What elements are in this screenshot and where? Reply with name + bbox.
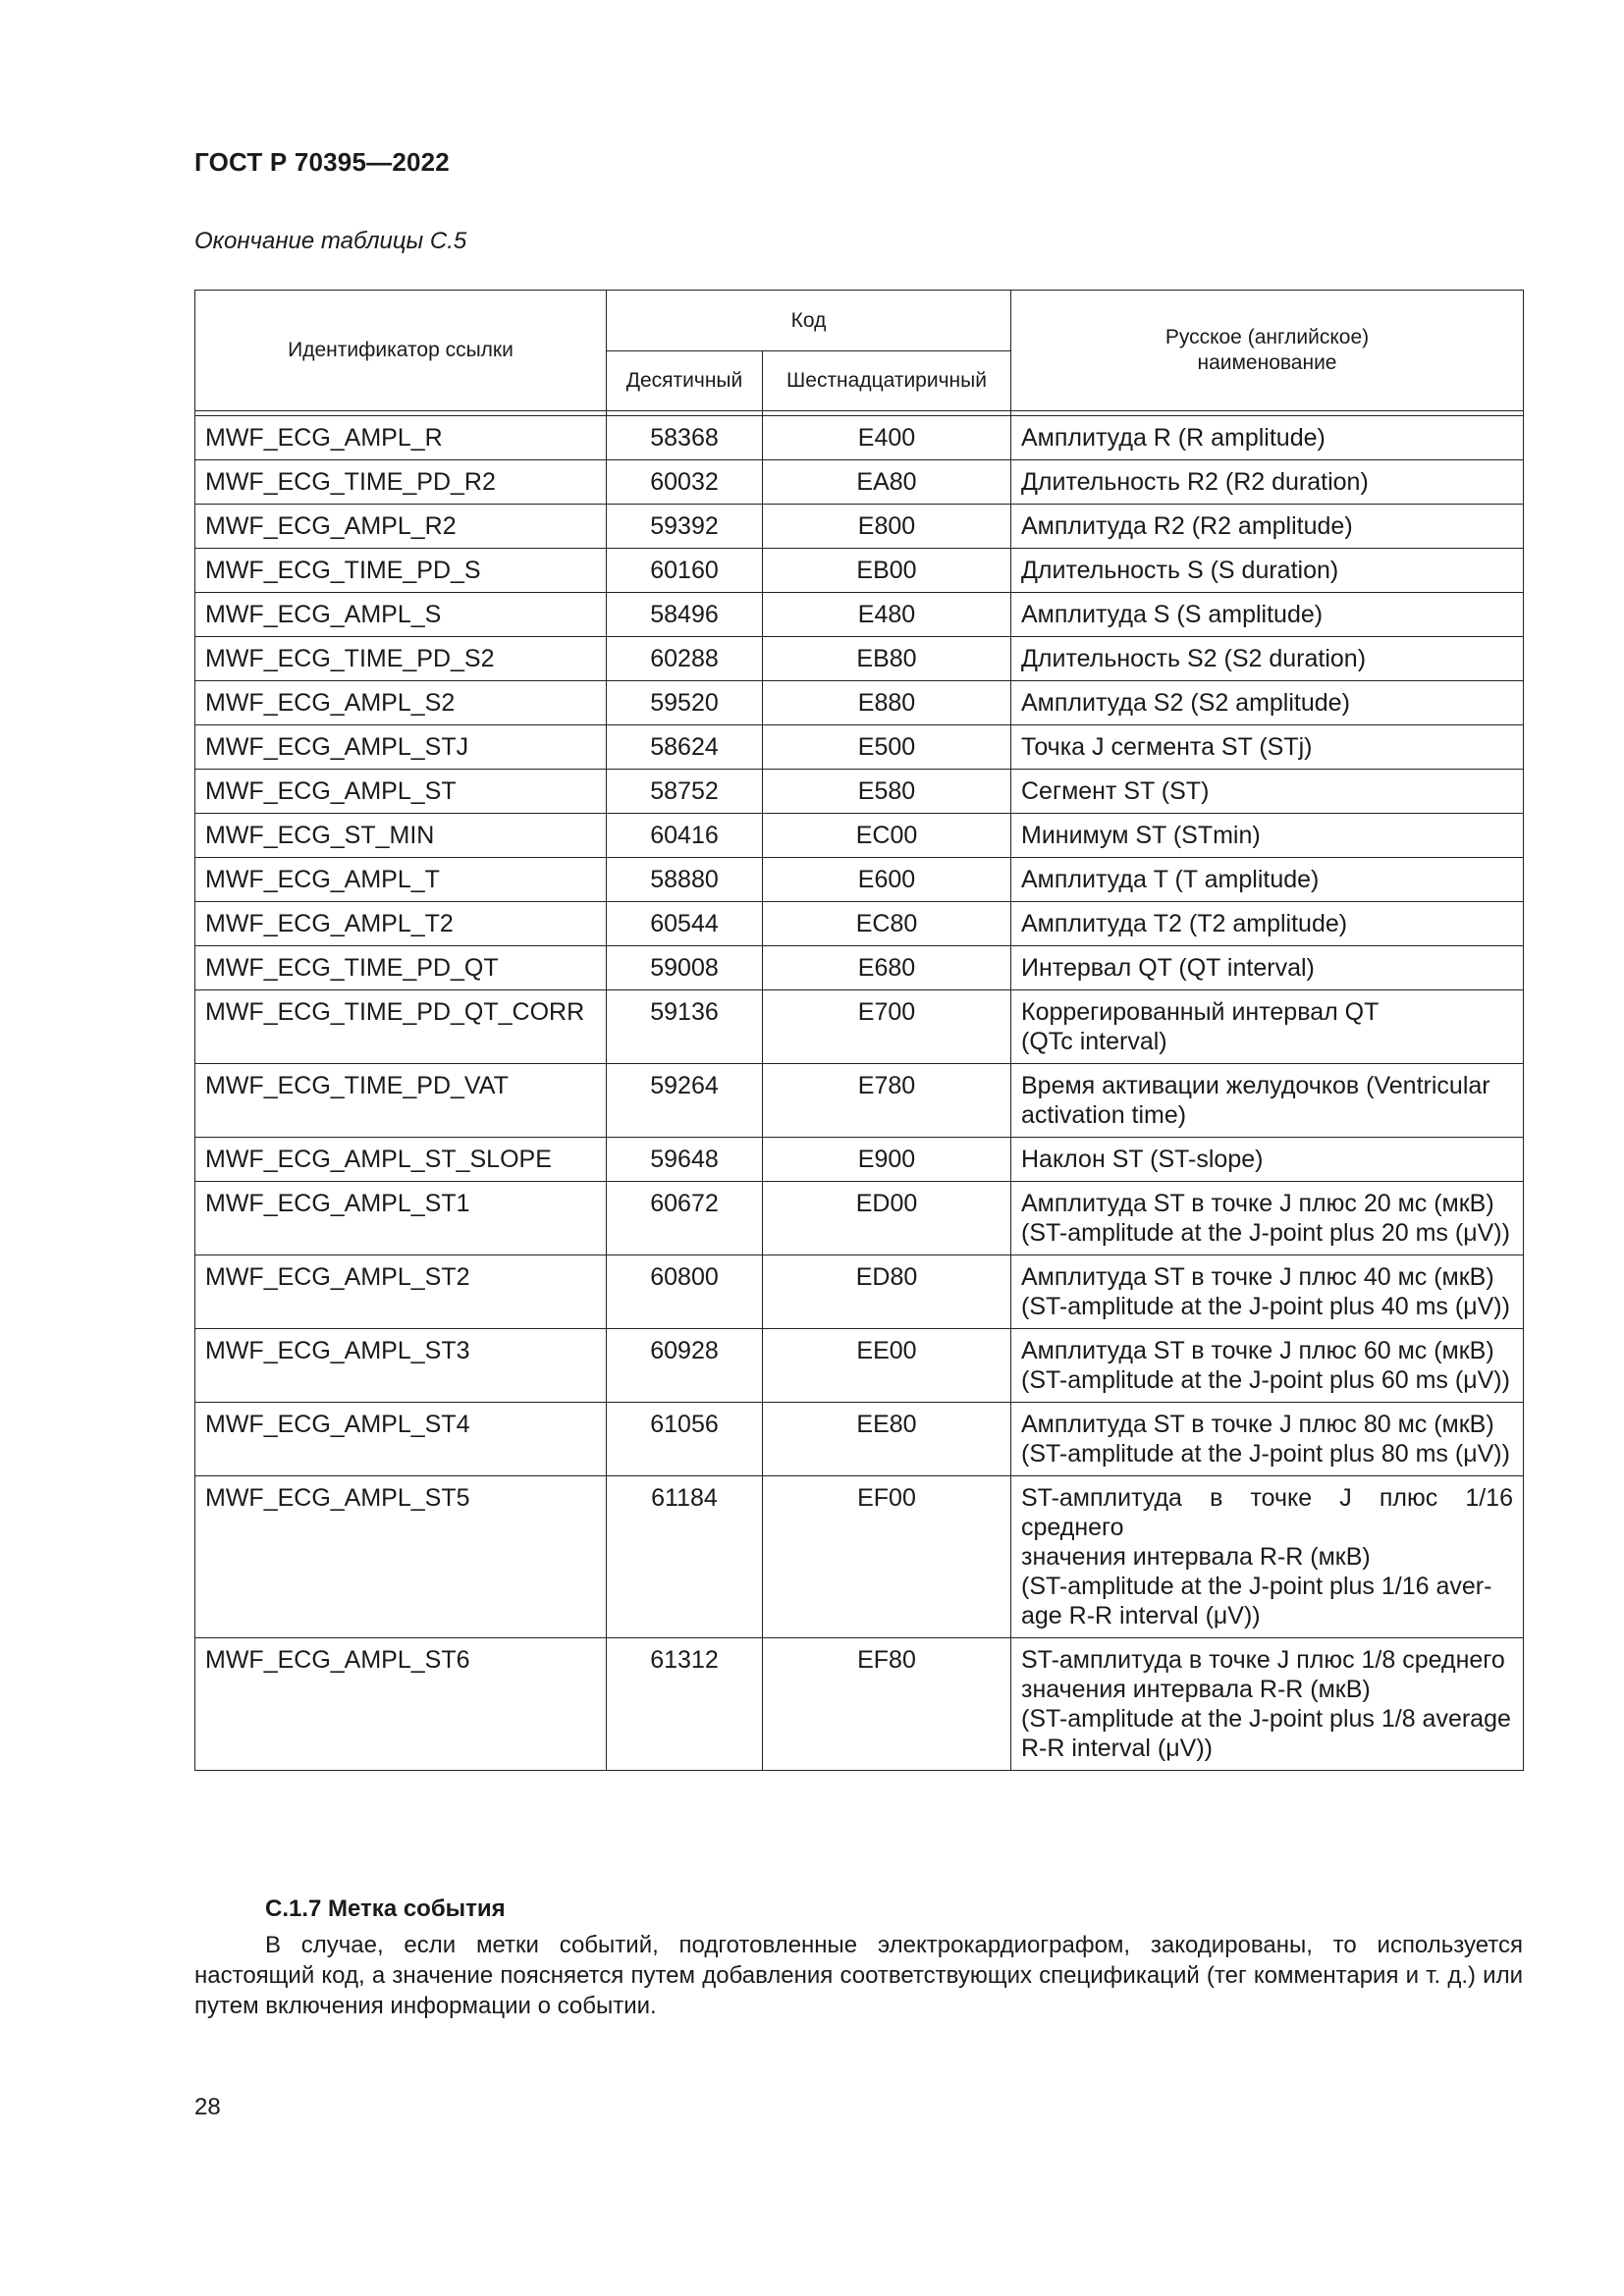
cell-name	[1011, 1255, 1524, 1329]
cell-name-line: (ST-amplitude at the J-point plus 20 ms (μV))	[1021, 1219, 1510, 1247]
cell-identifier: MWF_ECG_TIME_PD_QT	[195, 946, 607, 990]
cell-hex: E700	[763, 990, 1011, 1064]
cell-name-line: Интервал QT (QT interval)	[1021, 954, 1315, 982]
cell-name	[1011, 990, 1524, 1064]
cell-name-line: Длительность S2 (S2 duration)	[1021, 645, 1367, 672]
cell-hex: EE00	[763, 1329, 1011, 1403]
cell-identifier: MWF_ECG_AMPL_R	[195, 416, 607, 460]
cell-identifier: MWF_ECG_AMPL_R2	[195, 505, 607, 549]
cell-decimal: 59008	[607, 946, 763, 990]
cell-decimal: 58752	[607, 770, 763, 814]
cell-name-line: Амплитуда ST в точке J плюс 80 мс (мкВ)	[1021, 1411, 1494, 1438]
cell-name-line: значения интервала R-R (мкВ)	[1021, 1676, 1371, 1703]
cell-name	[1011, 681, 1524, 725]
cell-hex: EF00	[763, 1476, 1011, 1638]
table-row	[195, 593, 1524, 637]
table-row	[195, 1329, 1524, 1403]
cell-name-line: Длительность R2 (R2 duration)	[1021, 468, 1369, 496]
cell-identifier: MWF_ECG_TIME_PD_VAT	[195, 1064, 607, 1138]
page-number: 28	[194, 2094, 221, 2120]
cell-hex: EC80	[763, 902, 1011, 946]
cell-hex: E800	[763, 505, 1011, 549]
cell-decimal: 58624	[607, 725, 763, 770]
table-body	[195, 416, 1524, 1771]
cell-identifier: MWF_ECG_AMPL_STJ	[195, 725, 607, 770]
cell-hex: E600	[763, 858, 1011, 902]
table-row	[195, 990, 1524, 1064]
table-row	[195, 1476, 1524, 1638]
cell-name-line: Длительность S (S duration)	[1021, 557, 1339, 584]
cell-name-line: Амплитуда ST в точке J плюс 20 мс (мкВ)	[1021, 1190, 1494, 1217]
cell-name	[1011, 1138, 1524, 1182]
cell-decimal: 59136	[607, 990, 763, 1064]
cell-hex: E680	[763, 946, 1011, 990]
cell-hex: E780	[763, 1064, 1011, 1138]
cell-decimal: 60800	[607, 1255, 763, 1329]
cell-name	[1011, 770, 1524, 814]
cell-name-line: (ST-amplitude at the J-point plus 40 ms (μV))	[1021, 1293, 1510, 1320]
cell-decimal: 59648	[607, 1138, 763, 1182]
cell-hex: ED00	[763, 1182, 1011, 1255]
cell-decimal: 58368	[607, 416, 763, 460]
section-heading: С.1.7 Метка события	[265, 1896, 506, 1922]
table-row	[195, 416, 1524, 460]
cell-identifier: MWF_ECG_TIME_PD_R2	[195, 460, 607, 505]
cell-name-line: Амплитуда R2 (R2 amplitude)	[1021, 512, 1353, 540]
table-row	[195, 814, 1524, 858]
cell-identifier: MWF_ECG_AMPL_ST6	[195, 1638, 607, 1771]
cell-hex: EC00	[763, 814, 1011, 858]
cell-name-line: Амплитуда S (S amplitude)	[1021, 601, 1324, 628]
table-row	[195, 858, 1524, 902]
cell-name	[1011, 1329, 1524, 1403]
cell-decimal: 60288	[607, 637, 763, 681]
cell-hex: EB00	[763, 549, 1011, 593]
table-row	[195, 1064, 1524, 1138]
cell-decimal: 61184	[607, 1476, 763, 1638]
table-row	[195, 681, 1524, 725]
cell-decimal: 60032	[607, 460, 763, 505]
cell-name	[1011, 814, 1524, 858]
cell-name-line: Коррегированный интервал QT	[1021, 998, 1380, 1026]
cell-identifier: MWF_ECG_AMPL_ST5	[195, 1476, 607, 1638]
table-row	[195, 1255, 1524, 1329]
cell-name	[1011, 725, 1524, 770]
table-row	[195, 1403, 1524, 1476]
cell-name-line: Сегмент ST (ST)	[1021, 777, 1210, 805]
table-row	[195, 1138, 1524, 1182]
table-row	[195, 770, 1524, 814]
table-row	[195, 637, 1524, 681]
cell-identifier: MWF_ECG_TIME_PD_S2	[195, 637, 607, 681]
header-decimal: Десятичный	[607, 351, 763, 411]
table-row	[195, 1182, 1524, 1255]
cell-name-line: age R-R interval (μV))	[1021, 1602, 1261, 1629]
table-row	[195, 505, 1524, 549]
standard-title: ГОСТ Р 70395—2022	[194, 147, 450, 177]
cell-identifier: MWF_ECG_AMPL_ST1	[195, 1182, 607, 1255]
cell-name	[1011, 1638, 1524, 1771]
table-caption: Окончание таблицы С.5	[194, 228, 467, 254]
cell-name	[1011, 460, 1524, 505]
cell-name	[1011, 946, 1524, 990]
cell-decimal: 61312	[607, 1638, 763, 1771]
cell-identifier: MWF_ECG_AMPL_T	[195, 858, 607, 902]
cell-decimal: 60544	[607, 902, 763, 946]
cell-name-line: Амплитуда S2 (S2 amplitude)	[1021, 689, 1350, 717]
cell-name	[1011, 1064, 1524, 1138]
cell-decimal: 60160	[607, 549, 763, 593]
cell-identifier: MWF_ECG_AMPL_ST	[195, 770, 607, 814]
cell-hex: ED80	[763, 1255, 1011, 1329]
cell-decimal: 60416	[607, 814, 763, 858]
cell-decimal: 58496	[607, 593, 763, 637]
header-id: Идентификатор ссылки	[195, 291, 607, 411]
cell-identifier: MWF_ECG_AMPL_S2	[195, 681, 607, 725]
header-code: Код	[607, 291, 1011, 351]
cell-name	[1011, 902, 1524, 946]
cell-name-line: Амплитуда T (T amplitude)	[1021, 866, 1320, 893]
cell-hex: E480	[763, 593, 1011, 637]
cell-identifier: MWF_ECG_TIME_PD_S	[195, 549, 607, 593]
header-name: Русское (английское) наименование	[1011, 291, 1524, 411]
table-row	[195, 946, 1524, 990]
cell-name-line: Амплитуда ST в точке J плюс 40 мс (мкВ)	[1021, 1263, 1494, 1291]
cell-hex: E400	[763, 416, 1011, 460]
cell-name	[1011, 1182, 1524, 1255]
section-paragraph: В случае, если метки событий, подготовленные электрокардиографом, закодированы, то используется настоящий код, а значение поясняется путем добавления соответствующих спецификаций (тег комментария и т. д.) или путем включения информации о событии.	[194, 1932, 1523, 2019]
cell-name-line: (ST-amplitude at the J-point plus 1/8 average	[1021, 1705, 1511, 1733]
cell-decimal: 59520	[607, 681, 763, 725]
cell-decimal: 59264	[607, 1064, 763, 1138]
cell-name	[1011, 593, 1524, 637]
cell-name-line: Наклон ST (ST-slope)	[1021, 1146, 1264, 1173]
cell-decimal: 60672	[607, 1182, 763, 1255]
cell-hex: EF80	[763, 1638, 1011, 1771]
table-row	[195, 1638, 1524, 1771]
cell-hex: E900	[763, 1138, 1011, 1182]
cell-identifier: MWF_ECG_ST_MIN	[195, 814, 607, 858]
cell-identifier: MWF_ECG_AMPL_ST4	[195, 1403, 607, 1476]
cell-hex: EA80	[763, 460, 1011, 505]
cell-hex: E880	[763, 681, 1011, 725]
table-row	[195, 725, 1524, 770]
cell-identifier: MWF_ECG_AMPL_ST3	[195, 1329, 607, 1403]
cell-name	[1011, 416, 1524, 460]
cell-hex: EE80	[763, 1403, 1011, 1476]
table-row	[195, 902, 1524, 946]
cell-name-line: Точка J сегмента ST (STj)	[1021, 733, 1313, 761]
cell-name-line: Амплитуда ST в точке J плюс 60 мс (мкВ)	[1021, 1337, 1494, 1364]
header-hex: Шестнадцатиричный	[763, 351, 1011, 411]
codes-table	[194, 290, 1524, 1771]
cell-identifier: MWF_ECG_AMPL_T2	[195, 902, 607, 946]
cell-name-line: activation time)	[1021, 1101, 1187, 1129]
cell-name	[1011, 505, 1524, 549]
cell-name	[1011, 1403, 1524, 1476]
cell-name-line: ST-амплитуда в точке J плюс 1/16 среднего	[1021, 1484, 1513, 1541]
cell-decimal: 61056	[607, 1403, 763, 1476]
cell-name-line: значения интервала R-R (мкВ)	[1021, 1543, 1371, 1571]
cell-name-line: Минимум ST (STmin)	[1021, 822, 1261, 849]
cell-name	[1011, 549, 1524, 593]
cell-name-line: Амплитуда R (R amplitude)	[1021, 424, 1326, 452]
cell-identifier: MWF_ECG_AMPL_ST2	[195, 1255, 607, 1329]
cell-name-line: (ST-amplitude at the J-point plus 60 ms (μV))	[1021, 1366, 1510, 1394]
cell-decimal: 58880	[607, 858, 763, 902]
cell-name-line: Амплитуда T2 (T2 amplitude)	[1021, 910, 1348, 937]
cell-hex: E500	[763, 725, 1011, 770]
cell-decimal: 59392	[607, 505, 763, 549]
cell-name-line: (ST-amplitude at the J-point plus 1/16 aver-	[1021, 1573, 1492, 1600]
table-row	[195, 549, 1524, 593]
cell-decimal: 60928	[607, 1329, 763, 1403]
cell-name-line: (QTc interval)	[1021, 1028, 1167, 1055]
cell-identifier: MWF_ECG_AMPL_S	[195, 593, 607, 637]
cell-hex: E580	[763, 770, 1011, 814]
cell-name-line: (ST-amplitude at the J-point plus 80 ms (μV))	[1021, 1440, 1510, 1468]
cell-name-line: ST-амплитуда в точке J плюс 1/8 среднего	[1021, 1646, 1505, 1674]
table-row	[195, 460, 1524, 505]
cell-hex: EB80	[763, 637, 1011, 681]
cell-identifier: MWF_ECG_AMPL_ST_SLOPE	[195, 1138, 607, 1182]
cell-name	[1011, 637, 1524, 681]
cell-name-line: R-R interval (μV))	[1021, 1735, 1213, 1762]
cell-name	[1011, 858, 1524, 902]
cell-identifier: MWF_ECG_TIME_PD_QT_CORR	[195, 990, 607, 1064]
cell-name-line: Время активации желудочков (Ventricular	[1021, 1072, 1490, 1099]
cell-name	[1011, 1476, 1524, 1638]
